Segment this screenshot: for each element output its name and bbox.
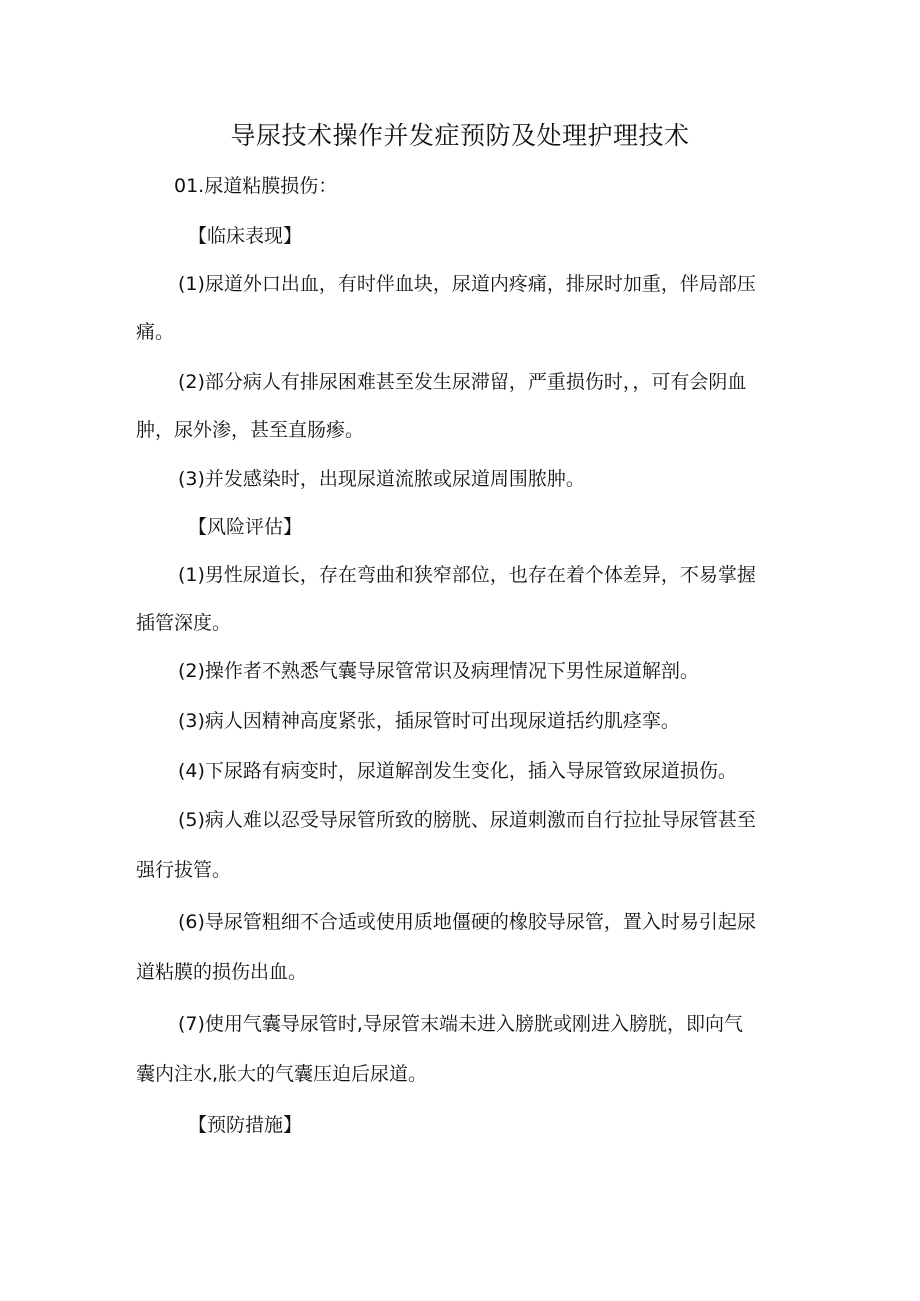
clinical-item-2-cont: 肿，尿外渗，甚至直肠瘆。 — [136, 419, 365, 441]
risk-item-2: (2)操作者不熟悉气囊导尿管常识及病理情况下男性尿道解剖。 — [178, 660, 699, 682]
risk-item-1: (1)男性尿道长，存在弯曲和狭窄部位，也存在着个体差异，不易掌握 — [178, 564, 756, 586]
risk-item-5: (5)病人难以忍受导尿管所致的膀胱、尿道刺激而自行拉扯导尿管甚至 — [178, 809, 756, 831]
risk-item-7: (7)使用气囊导尿管时,导尿管末端未进入膀胱或刚进入膀胱，即向气 — [178, 1013, 743, 1035]
risk-item-7-cont: 囊内注水,胀大的气囊压迫后尿道。 — [136, 1063, 428, 1085]
clinical-item-3: (3)并发感染时，出现尿道流脓或尿道周围脓肿。 — [178, 468, 585, 490]
risk-item-6-cont: 道粘膜的损伤出血。 — [136, 961, 308, 983]
clinical-item-2: (2)部分病人有排尿困难甚至发生尿滞留，严重损伤时，，可有会阴血 — [178, 371, 747, 393]
risk-heading: 【风险评估】 — [188, 516, 303, 538]
clinical-item-1: (1)尿道外口出血，有时伴血块，尿道内疼痛，排尿时加重，伴局部压 — [178, 273, 756, 295]
section-heading: 01.尿道粘膜损伤： — [174, 175, 338, 197]
risk-item-1-cont: 插管深度。 — [136, 612, 232, 634]
clinical-heading: 【临床表现】 — [188, 225, 303, 247]
risk-item-6: (6)导尿管粗细不合适或使用质地僵硬的橡胶导尿管，置入时易引起尿 — [178, 911, 756, 933]
prevention-heading: 【预防措施】 — [188, 1114, 303, 1136]
clinical-item-1-cont: 痛。 — [136, 321, 175, 343]
risk-item-4: (4)下尿路有病变时，尿道解剖发生变化，插入导尿管致尿道损伤。 — [178, 760, 737, 782]
risk-item-3: (3)病人因精神高度紧张，插尿管时可出现尿道括约肌痉挛。 — [178, 710, 680, 732]
risk-item-5-cont: 强行拔管。 — [136, 859, 232, 881]
document-title: 导尿技术操作并发症预防及处理护理技术 — [230, 121, 690, 150]
